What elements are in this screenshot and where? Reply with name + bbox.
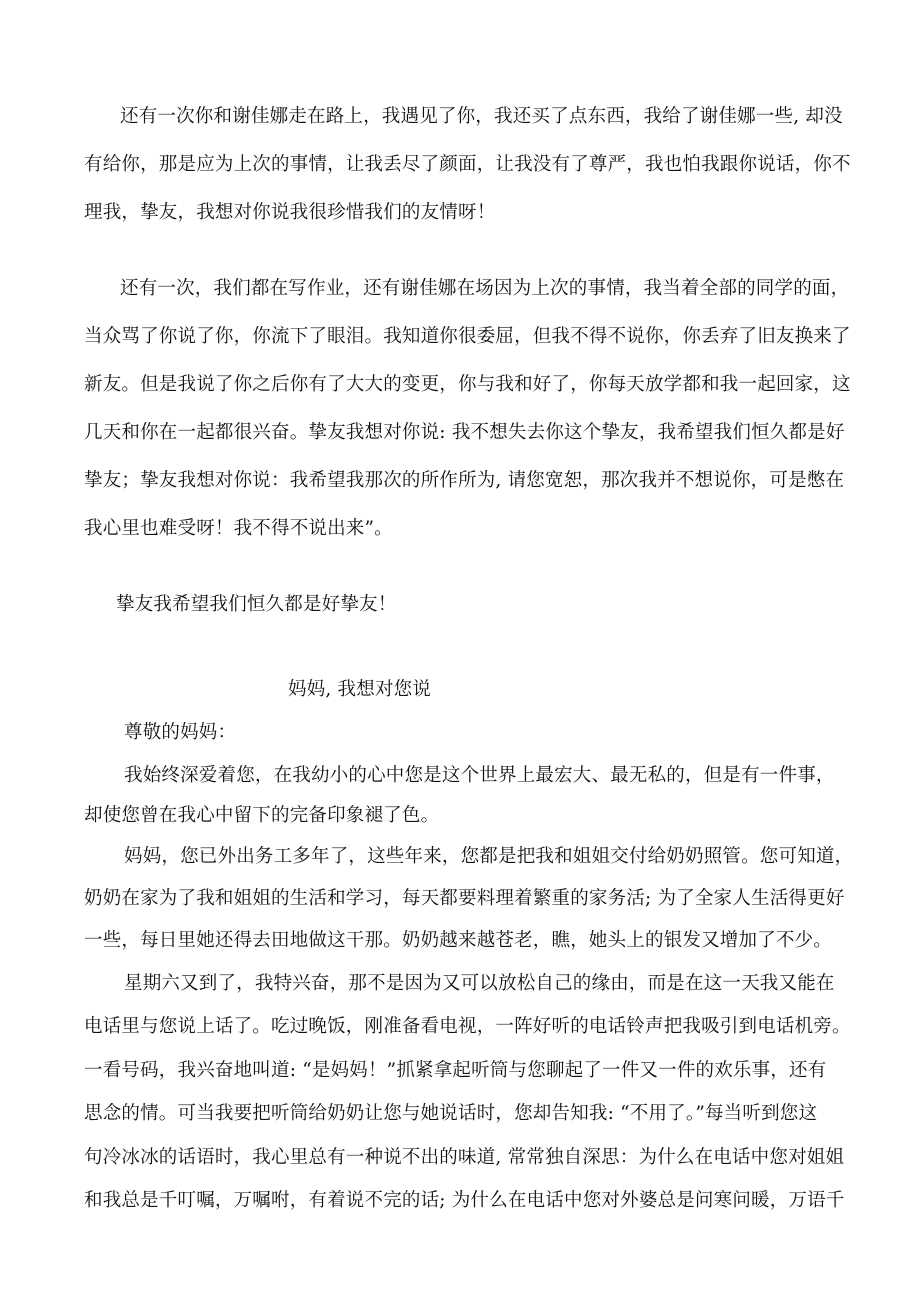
text-line: 挚友我希望我们恒久都是好挚友！ (116, 594, 397, 615)
text-line: 我心里也难受呀！我不得不说出来”。 (84, 518, 393, 539)
text-line: 句冷冰冰的话语时，我心里总有一种说不出的味道, 常常独自深思：为什么在电话中您对姐姐 (84, 1147, 845, 1168)
text-line: 思念的情。可当我要把听筒给奶奶让您与她说话时，您却告知我: “不用了。”每当听到您这 (84, 1103, 818, 1124)
text-line: 却使您曾在我心中留下的完备印象褪了色。 (84, 805, 440, 826)
text-line: 一些，每日里她还得去田地做这干那。奶奶越来越苍老，瞧，她头上的银发又增加了不少。 (84, 930, 833, 951)
text-line: 还有一次，我们都在写作业，还有谢佳娜在场因为上次的事情，我当着全部的同学的面， (120, 278, 850, 299)
text-line: 挚友；挚友我想对你说：我希望我那次的所作所为, 请您宽恕，那次我并不想说你，可是憋在 (84, 470, 845, 491)
text-line: 有给你，那是应为上次的事情，让我丢尽了颜面，让我没有了尊严，我也怕我跟你说话，你不 (84, 154, 851, 175)
text-line: 和我总是千叮嘱，万嘱咐，有着说不完的话; 为什么在电话中您对外婆总是问寒问暖，万语千 (84, 1190, 845, 1211)
text-line: 电话里与您说上话了。吃过晚饭，刚准备看电视，一阵好听的电话铃声把我吸引到电话机旁。 (84, 1016, 851, 1037)
letter-title: 妈妈, 我想对您说 (288, 679, 432, 700)
text-line: 星期六又到了，我特兴奋，那不是因为又可以放松自己的缘由，而是在这一天我又能在 (124, 973, 835, 994)
text-line: 当众骂了你说了你，你流下了眼泪。我知道你很委屈，但我不得不说你，你丢弃了旧友换来了 (84, 326, 851, 347)
text-line: 我始终深爱着您，在我幼小的心中您是这个世界上最宏大、最无私的，但是有一件事， (124, 765, 835, 786)
text-line: 几天和你在一起都很兴奋。挚友我想对你说: 我不想失去你这个挚友，我希望我们恒久都是好 (84, 422, 845, 443)
text-line: 奶奶在家为了我和姐姐的生活和学习，每天都要料理着繁重的家务活; 为了全家人生活得更好 (84, 888, 845, 909)
text-line: 新友。但是我说了你之后你有了大大的变更，你与我和好了，你每天放学都和我一起回家，这 (84, 374, 851, 395)
text-line: 一看号码，我兴奋地叫道: “是妈妈！”抓紧拿起听筒与您聊起了一件又一件的欢乐事，还有 (84, 1060, 827, 1081)
text-line: 理我，挚友，我想对你说我很珍惜我们的友情呀！ (84, 202, 496, 223)
text-line: 妈妈，您已外出务工多年了，这些年来，您都是把我和姐姐交付给奶奶照管。您可知道， (124, 846, 854, 867)
salutation: 尊敬的妈妈： (124, 722, 237, 743)
text-line: 还有一次你和谢佳娜走在路上，我遇见了你，我还买了点东西，我给了谢佳娜一些, 却没 (120, 106, 843, 127)
